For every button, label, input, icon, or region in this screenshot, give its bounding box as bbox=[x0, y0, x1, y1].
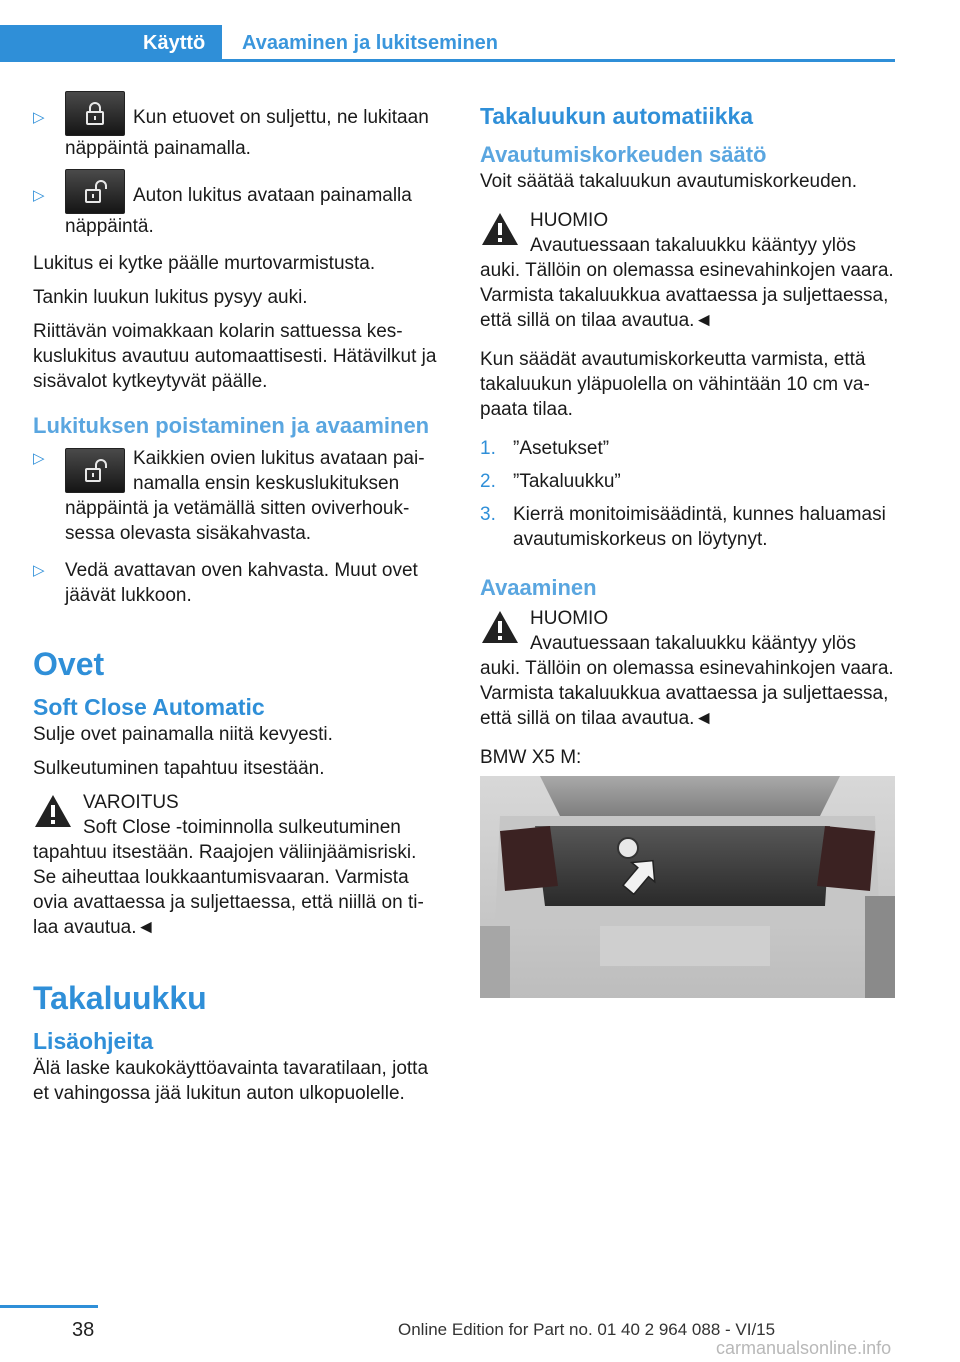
bullet-text: Vedä avattavan oven kahvasta. Muut ovet jäävät lukkoon. bbox=[65, 560, 418, 606]
paragraph: Sulkeutuminen tapahtuu itsestään. bbox=[33, 758, 325, 779]
chapter-heading: Ovet bbox=[33, 646, 105, 682]
notice-title: HUOMIO bbox=[530, 210, 609, 231]
lock-open-icon bbox=[65, 169, 125, 214]
notice-text: Avautuessaan takaluukku kääntyy ylös auki. Tällöin on olemassa esinevahinkojen vaara. Varmista takaluukkua avattaessa ja suljettaessa, että sillä on tilaa avautua.◄ bbox=[480, 235, 894, 331]
list-item bbox=[33, 446, 441, 546]
paragraph: Kun säädät avautumiskorkeutta varmista, että takaluukun yläpuolella on vähintään 10 cm vapaata tilaa. bbox=[480, 349, 870, 420]
list-item bbox=[33, 183, 441, 239]
subheading: Avautumiskorkeuden säätö bbox=[480, 142, 767, 167]
section-heading: Soft Close Automatic bbox=[33, 694, 265, 720]
footer-divider bbox=[0, 1305, 98, 1308]
step-text: Kierrä monitoimisäädintä, kunnes haluamasi avautumiskorkeus on löytynyt. bbox=[513, 504, 886, 550]
step-text: ”Takaluukku” bbox=[513, 471, 621, 492]
paragraph: Riittävän voimakkaan kolarin sattuessa keskuslukitus avautuu automaattisesti. Hätävilkut ja sisävalot kytkeytyvät päälle. bbox=[33, 321, 437, 392]
warning-text: Soft Close -toiminnolla sulkeutuminen tapahtuu itsestään. Raajojen väliinjäämisriski. Se aiheuttaa loukkaantumisvaaran. Varmista ovia avattaessa ja suljettaessa, että niillä on tilaa avautua.◄ bbox=[33, 817, 424, 938]
triangle-bullet-icon: ▷ bbox=[33, 109, 45, 126]
triangle-bullet-icon: ▷ bbox=[33, 187, 45, 204]
list-item bbox=[480, 436, 895, 461]
page-number: 38 bbox=[72, 1319, 95, 1341]
warning-box bbox=[33, 790, 441, 940]
warning-triangle-icon bbox=[480, 210, 520, 248]
notice-text: Avautuessaan takaluukku kääntyy ylös auki. Tällöin on olemassa esinevahinkojen vaara. Varmista takaluukkua avattaessa ja suljettaessa, että sillä on tilaa avautua.◄ bbox=[480, 633, 894, 729]
car-tailgate-photo bbox=[480, 776, 895, 998]
section-heading: Takaluukun automatiikka bbox=[480, 103, 754, 129]
subheading: Lukituksen poistaminen ja avaaminen bbox=[33, 413, 430, 438]
notice-title: HUOMIO bbox=[530, 608, 609, 629]
triangle-bullet-icon: ▷ bbox=[33, 562, 45, 579]
warning-title: VAROITUS bbox=[83, 792, 179, 813]
watermark: carmanualsonline.info bbox=[716, 1338, 892, 1358]
step-number: 3. bbox=[480, 504, 496, 525]
section-title: Avaaminen ja lukitseminen bbox=[242, 32, 499, 54]
bullet-text: Auton lukitus avataan painamalla näppäintä. bbox=[65, 185, 412, 237]
step-text: ”Asetukset” bbox=[513, 438, 610, 459]
step-number: 1. bbox=[480, 438, 496, 459]
bullet-text: Kun etuovet on suljettu, ne lukitaan näppäintä painamalla. bbox=[65, 107, 429, 159]
paragraph: Voit säätää takaluukun avautumiskorkeuden. bbox=[480, 171, 858, 192]
step-number: 2. bbox=[480, 471, 496, 492]
notice-box bbox=[480, 208, 895, 333]
bullet-text: Kaikkien ovien lukitus avataan painamalla ensin keskuslukituksen näppäintä ja vetämällä sitten oviverhouksessa olevasta sisäkahvasta. bbox=[65, 448, 425, 544]
notice-box bbox=[480, 606, 895, 731]
right-column bbox=[480, 95, 895, 998]
triangle-bullet-icon: ▷ bbox=[33, 450, 45, 467]
warning-triangle-icon bbox=[33, 792, 73, 830]
lock-open-icon bbox=[65, 448, 125, 493]
list-item bbox=[33, 558, 441, 608]
header-divider bbox=[0, 59, 895, 62]
paragraph: Lukitus ei kytke päälle murtovarmistusta. bbox=[33, 253, 376, 274]
edition-note: Online Edition for Part no. 01 40 2 964 088 - VI/15 bbox=[398, 1320, 776, 1339]
lock-closed-icon bbox=[65, 91, 125, 136]
subheading: Avaaminen bbox=[480, 575, 597, 600]
photo-caption: BMW X5 M: bbox=[480, 747, 582, 768]
chapter-tab: Käyttö bbox=[0, 25, 222, 62]
warning-triangle-icon bbox=[480, 608, 520, 646]
list-item bbox=[480, 502, 895, 552]
list-item bbox=[480, 469, 895, 494]
chapter-heading: Takaluukku bbox=[33, 980, 207, 1016]
paragraph: Sulje ovet painamalla niitä kevyesti. bbox=[33, 724, 333, 745]
section-heading: Lisäohjeita bbox=[33, 1028, 154, 1054]
left-column bbox=[33, 95, 441, 1115]
paragraph: Tankin luukun lukitus pysyy auki. bbox=[33, 287, 308, 308]
page-header bbox=[0, 0, 895, 62]
list-item bbox=[33, 105, 441, 161]
paragraph: Älä laske kaukokäyttöavainta tavaratilaan, jotta et vahingossa jää lukitun auton ulkopuolelle. bbox=[33, 1058, 429, 1104]
